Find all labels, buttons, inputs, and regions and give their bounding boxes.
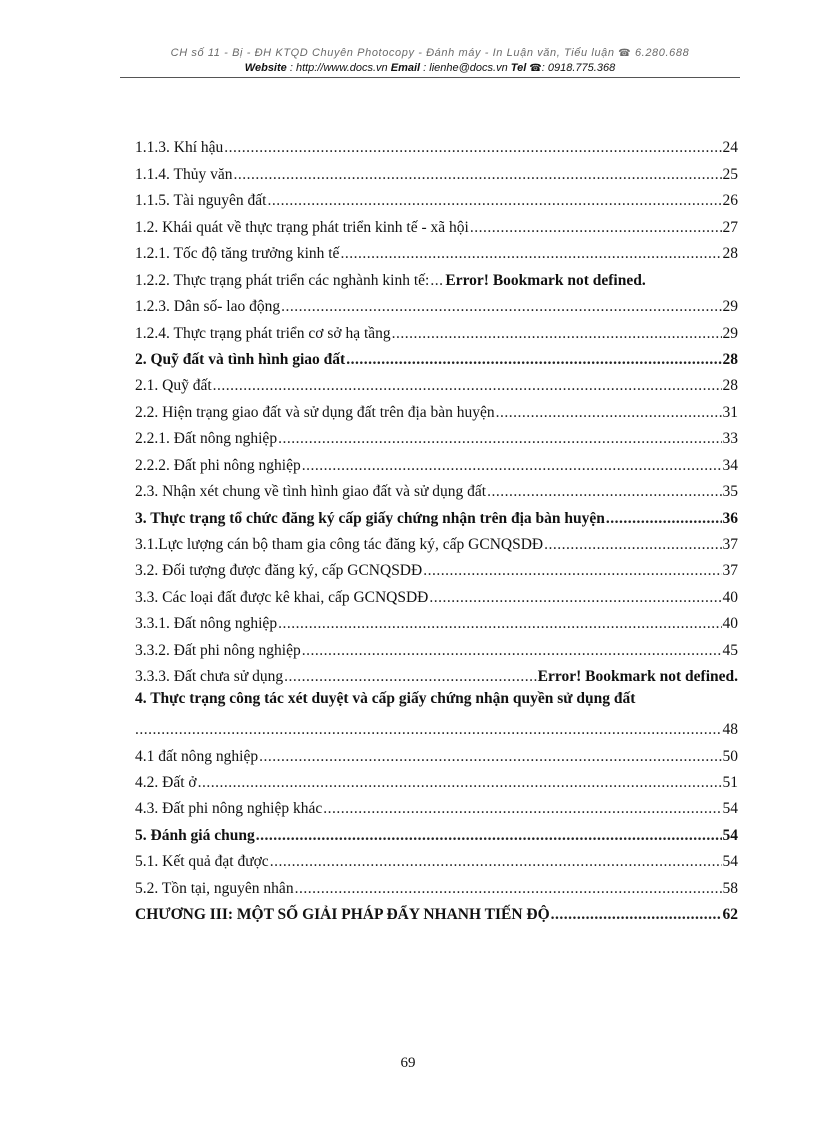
tel-label: Tel bbox=[510, 62, 527, 74]
toc-entry[interactable] bbox=[135, 660, 738, 686]
toc-leader bbox=[392, 325, 722, 343]
toc-leader bbox=[487, 483, 721, 501]
toc-title: CHƯƠNG III: MỘT SỐ GIẢI PHÁP ĐẨY NHANH TIẾN ĐỘ bbox=[135, 906, 550, 924]
toc-page: 37 bbox=[722, 562, 738, 580]
toc-entry[interactable] bbox=[135, 395, 738, 421]
toc-leader bbox=[135, 721, 722, 739]
toc-title: 1.1.4. Thủy văn bbox=[135, 165, 233, 183]
toc-page: 62 bbox=[722, 906, 738, 924]
toc-entry[interactable] bbox=[135, 157, 738, 183]
header-divider bbox=[120, 77, 740, 78]
toc-page: 31 bbox=[722, 403, 738, 421]
toc-leader bbox=[256, 827, 722, 845]
toc-leader bbox=[544, 536, 721, 554]
page-number: 69 bbox=[400, 1055, 416, 1071]
toc-entry[interactable] bbox=[135, 210, 738, 236]
toc-page: 50 bbox=[722, 747, 738, 765]
toc-entry[interactable] bbox=[135, 237, 738, 263]
toc-title: 5.1. Kết quả đạt được bbox=[135, 853, 269, 871]
toc-entry[interactable] bbox=[135, 316, 738, 342]
toc-page: 29 bbox=[722, 298, 738, 316]
toc-title: 1.2.3. Dân số- lao động bbox=[135, 298, 281, 316]
header-phone: 6.280.688 bbox=[634, 47, 690, 59]
toc-page: 28 bbox=[722, 245, 738, 263]
tel-value: : 0918.775.368 bbox=[541, 62, 616, 74]
toc-entry[interactable] bbox=[135, 633, 738, 659]
toc-title: 5. Đánh giá chung bbox=[135, 826, 255, 844]
toc-entry[interactable] bbox=[135, 528, 738, 554]
toc-page: Error! Bookmark not defined. bbox=[445, 271, 646, 289]
toc-title: 1.2.4. Thực trạng phát triển cơ sở hạ tầng bbox=[135, 324, 391, 342]
toc-title: 1.1.3. Khí hậu bbox=[135, 139, 224, 157]
toc-title: 2.2.1. Đất nông nghiệp bbox=[135, 430, 278, 448]
header-line-2 bbox=[120, 61, 740, 76]
header-shop-info: CH số 11 - Bị - ĐH KTQD Chuyên Photocopy - Đánh máy - In Luận văn, Tiểu luận bbox=[170, 47, 615, 59]
toc-title: 5.2. Tồn tại, nguyên nhân bbox=[135, 879, 294, 897]
toc-page: 45 bbox=[722, 641, 738, 659]
toc-entry[interactable] bbox=[135, 792, 738, 818]
toc-entry[interactable] bbox=[135, 818, 738, 844]
toc-page: 54 bbox=[722, 853, 738, 871]
toc-entry[interactable] bbox=[135, 580, 738, 606]
toc-leader bbox=[302, 457, 722, 475]
toc-title: 4.3. Đất phi nông nghiệp khác bbox=[135, 800, 323, 818]
toc-page: 29 bbox=[722, 324, 738, 342]
toc-entry[interactable] bbox=[135, 131, 738, 157]
toc-leader bbox=[430, 272, 444, 290]
toc-entry[interactable] bbox=[135, 263, 738, 289]
toc-title: 4.1 đất nông nghiệp bbox=[135, 747, 259, 765]
toc-leader bbox=[346, 351, 721, 369]
toc-title: 3. Thực trạng tổ chức đăng ký cấp giấy chứng nhận trên địa bàn huyện bbox=[135, 509, 605, 527]
toc-title: 1.2.1. Tốc độ tăng trưởng kinh tế bbox=[135, 245, 340, 263]
toc-page: 33 bbox=[722, 430, 738, 448]
toc-leader bbox=[551, 906, 722, 924]
toc-entry[interactable] bbox=[135, 607, 738, 633]
toc-page: 25 bbox=[722, 165, 738, 183]
toc-leader bbox=[270, 853, 722, 871]
toc-page: 58 bbox=[722, 879, 738, 897]
toc-entry[interactable] bbox=[135, 898, 738, 924]
toc-page: 54 bbox=[722, 826, 738, 844]
toc-page: 40 bbox=[722, 588, 738, 606]
toc-leader bbox=[198, 774, 722, 792]
toc-entry[interactable] bbox=[135, 343, 738, 369]
toc-entry[interactable] bbox=[135, 501, 738, 527]
toc-entry[interactable] bbox=[135, 554, 738, 580]
website-value: : http://www.docs.vn bbox=[289, 62, 388, 74]
toc-leader bbox=[429, 589, 721, 607]
toc-title: 3.2. Đối tượng được đăng ký, cấp GCNQSDĐ bbox=[135, 562, 423, 580]
toc-page: 35 bbox=[722, 483, 738, 501]
toc-title: 3.3. Các loại đất được kê khai, cấp GCNQSDĐ bbox=[135, 588, 429, 606]
toc-title: 2.3. Nhận xét chung về tình hình giao đất và sử dụng đất bbox=[135, 483, 487, 501]
toc-title: 2.1. Quỹ đất bbox=[135, 377, 212, 395]
toc-leader bbox=[259, 748, 721, 766]
toc-page: 34 bbox=[722, 456, 738, 474]
toc-title: 2.2.2. Đất phi nông nghiệp bbox=[135, 456, 301, 474]
toc-page: 48 bbox=[722, 721, 738, 739]
header-line-1 bbox=[120, 46, 740, 61]
toc-entry[interactable] bbox=[135, 448, 738, 474]
email-label: Email bbox=[390, 62, 421, 74]
toc-leader bbox=[340, 245, 721, 263]
toc-leader bbox=[281, 298, 721, 316]
toc-page: 24 bbox=[722, 139, 738, 157]
toc-leader bbox=[267, 192, 721, 210]
toc-title: 4.2. Đất ở bbox=[135, 773, 197, 791]
toc-entry[interactable] bbox=[135, 369, 738, 395]
page-header bbox=[120, 46, 740, 76]
toc-page: 27 bbox=[722, 218, 738, 236]
toc-entry[interactable] bbox=[135, 686, 738, 739]
toc-leader bbox=[213, 377, 722, 395]
toc-title: 1.2. Khái quát về thực trạng phát triển kinh tế - xã hội bbox=[135, 218, 469, 236]
toc-title: 1.2.2. Thực trạng phát triển các nghành kinh tế: bbox=[135, 271, 430, 289]
table-of-contents bbox=[135, 131, 738, 924]
toc-leader bbox=[496, 404, 722, 422]
toc-leader bbox=[278, 615, 721, 633]
toc-entry[interactable] bbox=[135, 871, 738, 897]
toc-title: 2. Quỹ đất và tình hình giao đất bbox=[135, 350, 346, 368]
toc-entry[interactable] bbox=[135, 290, 738, 316]
toc-page: 51 bbox=[722, 773, 738, 791]
telephone-icon: ☎ bbox=[529, 63, 542, 74]
toc-leader bbox=[423, 562, 721, 580]
toc-page: 26 bbox=[722, 192, 738, 210]
toc-entry[interactable] bbox=[135, 739, 738, 765]
toc-title: 3.1.Lực lượng cán bộ tham gia công tác đăng ký, cấp GCNQSDĐ bbox=[135, 536, 544, 553]
website-label: Website bbox=[244, 62, 287, 74]
toc-leader bbox=[323, 800, 721, 818]
toc-title: 1.1.5. Tài nguyên đất bbox=[135, 192, 267, 210]
toc-entry[interactable] bbox=[135, 766, 738, 792]
toc-page: 37 bbox=[722, 536, 738, 553]
toc-leader bbox=[224, 139, 721, 157]
toc-entry[interactable] bbox=[135, 475, 738, 501]
toc-title: 3.3.1. Đất nông nghiệp bbox=[135, 615, 278, 633]
toc-leader bbox=[470, 219, 722, 237]
toc-page: Error! Bookmark not defined. bbox=[537, 668, 738, 686]
toc-title: 4. Thực trạng công tác xét duyệt và cấp giấy chứng nhận quyền sử dụng đất bbox=[135, 690, 636, 708]
toc-leader bbox=[302, 642, 722, 660]
toc-entry[interactable] bbox=[135, 845, 738, 871]
toc-page: 28 bbox=[722, 350, 738, 368]
toc-entry[interactable] bbox=[135, 422, 738, 448]
toc-title: 3.3.3. Đất chưa sử dụng bbox=[135, 668, 284, 686]
toc-entry[interactable] bbox=[135, 184, 738, 210]
toc-page: 28 bbox=[722, 377, 738, 395]
toc-title: 2.2. Hiện trạng giao đất và sử dụng đất trên địa bàn huyện bbox=[135, 403, 495, 421]
toc-leader bbox=[606, 510, 722, 528]
toc-page: 54 bbox=[722, 800, 738, 818]
toc-leader bbox=[233, 166, 721, 184]
toc-leader bbox=[295, 880, 722, 898]
toc-leader bbox=[284, 668, 537, 686]
toc-title: 3.3.2. Đất phi nông nghiệp bbox=[135, 641, 301, 659]
toc-page: 36 bbox=[722, 509, 738, 527]
toc-leader bbox=[278, 430, 721, 448]
email-value: : lienhe@docs.vn bbox=[423, 62, 508, 74]
telephone-icon: ☎ bbox=[618, 48, 632, 59]
toc-page: 40 bbox=[722, 615, 738, 633]
